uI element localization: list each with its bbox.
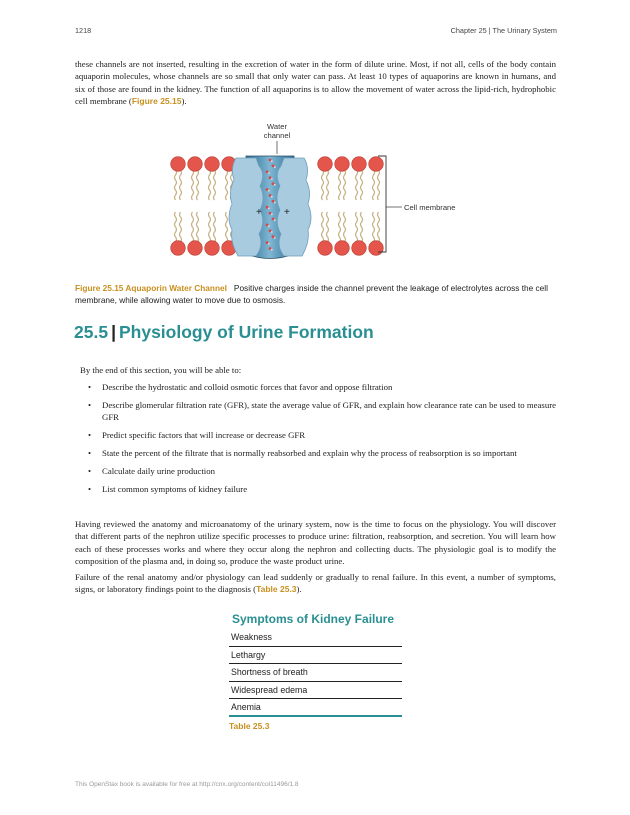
lipid-tail xyxy=(322,170,324,200)
lipid-tail xyxy=(339,212,341,242)
lipid-head xyxy=(352,241,367,256)
water-molecule-hydrogen xyxy=(268,225,270,227)
aquaporin-figure xyxy=(160,118,480,270)
objective-item: • Describe the hydrostatic and colloid osmotic forces that favor and oppose filtration xyxy=(80,381,556,393)
lipid-tail xyxy=(197,212,199,242)
water-molecule-hydrogen xyxy=(268,243,270,245)
body-paragraph-1: Having reviewed the anatomy and microanatomy of the urinary system, now is the time to focus on the physiology. You will discover that different parts of the nephron utilize specific processes to produce urine: filtration, reabsorption, and secretion. You will learn how each of these processes works and where they occur along the nephron and collecting ducts. The physiologic goal is to modify the composition of the plasma and, in doing so, produce the waste product urine. xyxy=(75,519,556,566)
lipid-tail xyxy=(378,170,380,200)
figure-caption-label: Figure 25.15 Aquaporin Water Channel xyxy=(75,283,227,293)
figure-caption-text: Positive charges inside the channel prevent the leakage of electrolytes across the cell membrane, while allowing water to move due to osmosis. xyxy=(75,283,548,306)
table-row: Shortness of breath xyxy=(229,664,402,682)
water-molecule-hydrogen xyxy=(274,237,276,239)
lipid-head xyxy=(205,157,220,172)
lipid-tail xyxy=(180,212,182,242)
water-molecule-hydrogen xyxy=(274,202,276,204)
water-molecule-hydrogen xyxy=(274,166,276,168)
water-molecule-hydrogen xyxy=(271,178,273,180)
lipid-tail xyxy=(344,170,346,200)
lipid-tail xyxy=(344,212,346,242)
table-label: Table 25.3 xyxy=(229,720,270,731)
lipid-tail xyxy=(361,170,363,200)
table-row: Weakness xyxy=(229,629,402,647)
objectives-intro: By the end of this section, you will be able to: xyxy=(80,365,242,375)
positive-charge-right: + xyxy=(284,207,290,218)
label-water: Water xyxy=(267,122,287,131)
figure-reference-link[interactable]: Figure 25.15 xyxy=(131,95,182,106)
lipid-tail xyxy=(214,170,216,200)
lipid-tail xyxy=(192,212,194,242)
water-molecule-hydrogen xyxy=(274,184,276,186)
lipid-head xyxy=(369,241,384,256)
lipid-tail xyxy=(180,170,182,200)
table-row: Widespread edema xyxy=(229,682,402,700)
lipid-tail xyxy=(356,170,358,200)
objective-item: • State the percent of the filtrate that is normally reabsorbed and explain why the process of reabsorption is so important xyxy=(80,447,556,459)
positive-charge-left: + xyxy=(256,207,262,218)
lipid-tail xyxy=(361,212,363,242)
kidney-failure-table xyxy=(229,609,402,731)
lipid-tail xyxy=(322,212,324,242)
lipid-tail xyxy=(175,170,177,200)
water-molecule-hydrogen xyxy=(271,196,273,198)
lipid-head xyxy=(171,157,186,172)
water-molecule-hydrogen xyxy=(274,219,276,221)
lipid-tail xyxy=(197,170,199,200)
lipid-head xyxy=(188,241,203,256)
lipid-tail xyxy=(356,212,358,242)
water-molecule-hydrogen xyxy=(268,190,270,192)
objective-item: • Describe glomerular filtration rate (GFR), state the average value of GFR, and explain how clearance rate can be used to measure GFR xyxy=(80,399,556,424)
lipid-tail xyxy=(214,212,216,242)
table-row: Lethargy xyxy=(229,647,402,665)
lipid-tail xyxy=(378,212,380,242)
water-molecule-hydrogen xyxy=(268,172,270,174)
body-paragraph-2: Failure of the renal anatomy and/or physiology can lead suddenly or gradually to renal failure. In this event, a number of symptoms, signs, or laboratory findings point to the diagnosis (Table 25.3). xyxy=(75,572,556,595)
lipid-tail xyxy=(327,170,329,200)
water-molecule-hydrogen xyxy=(271,160,273,162)
page-number: 1218 xyxy=(75,26,92,35)
page-footer: This OpenStax book is available for free at http://cnx.org/content/col11496/1.8 xyxy=(75,781,299,788)
lipid-head xyxy=(205,241,220,256)
water-molecule-hydrogen xyxy=(271,231,273,233)
lipid-head xyxy=(335,157,350,172)
lipid-tail xyxy=(226,170,228,200)
lipid-head xyxy=(171,241,186,256)
lipid-tail xyxy=(209,170,211,200)
lipid-tail xyxy=(373,170,375,200)
lipid-tail xyxy=(226,212,228,242)
lipid-head xyxy=(352,157,367,172)
lipid-tail xyxy=(327,212,329,242)
lipid-head xyxy=(188,157,203,172)
lipid-tail xyxy=(192,170,194,200)
label-cell-membrane: Cell membrane xyxy=(404,203,456,212)
learning-objectives xyxy=(80,364,556,501)
objective-item: • Calculate daily urine production xyxy=(80,465,556,477)
chapter-header: Chapter 25 | The Urinary System xyxy=(450,26,557,35)
lipid-tail xyxy=(175,212,177,242)
lipid-head xyxy=(369,157,384,172)
table-row: Anemia xyxy=(229,699,402,717)
lipid-head xyxy=(335,241,350,256)
lipid-tail xyxy=(373,212,375,242)
water-molecule-hydrogen xyxy=(268,208,270,210)
lipid-tail xyxy=(209,212,211,242)
table-title: Symptoms of Kidney Failure xyxy=(232,612,395,626)
figure-caption xyxy=(75,282,556,307)
lipid-head xyxy=(318,157,333,172)
objective-item: • List common symptoms of kidney failure xyxy=(80,483,556,495)
intro-paragraph: these channels are not inserted, resulting in the excretion of water in the form of dilute urine. Most, if not all, cells of the body contain aquaporin molecules, whose channels are so small that only water can pass. At least 10 types of aquaporins are known in humans, and six of those are found in the kidney. The function of all aquaporins is to allow the movement of water across the lipid-rich, hydrophobic cell membrane (Figure 25.15). xyxy=(75,59,556,106)
table-reference-link[interactable]: Table 25.3 xyxy=(256,584,297,595)
lipid-tail xyxy=(339,170,341,200)
objective-item: • Predict specific factors that will increase or decrease GFR xyxy=(80,429,556,441)
section-heading: 25.5 | Physiology of Urine Formation xyxy=(74,322,374,342)
label-channel: channel xyxy=(263,131,291,140)
protein-right xyxy=(277,158,311,256)
lipid-head xyxy=(318,241,333,256)
water-molecule-hydrogen xyxy=(271,249,273,251)
water-molecule-hydrogen xyxy=(271,213,273,215)
